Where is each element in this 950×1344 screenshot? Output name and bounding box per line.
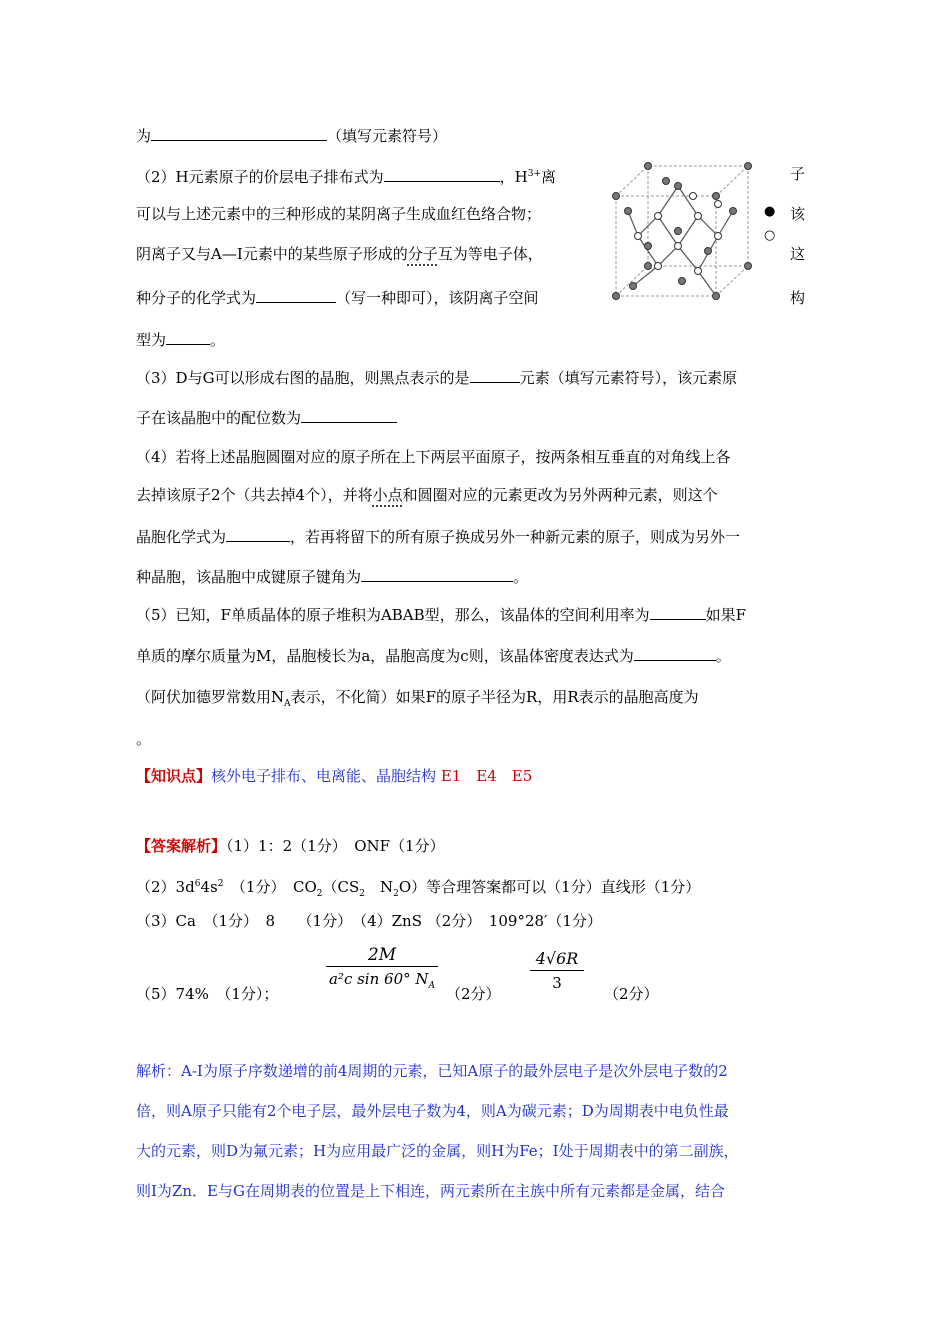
subscript: 2: [393, 889, 399, 899]
text: 种晶胞，该晶胞中成键原子键角为: [136, 568, 362, 586]
analysis-line: 解析：A-I为原子序数递增的前4周期的元素，已知A原子的最外层电子是次外层电子数的2: [136, 1062, 728, 1080]
superscript: 3+: [527, 169, 542, 179]
answer-line-1: [136, 835, 445, 857]
question-3-line-2: [136, 407, 397, 429]
right-edge-char: 构: [790, 289, 806, 307]
text: 离: [541, 168, 557, 186]
question-2-line-4: [136, 287, 539, 309]
answer-blank: [301, 407, 397, 423]
question-5-line-1: [136, 604, 746, 626]
text: （1分） CO: [223, 878, 317, 896]
right-edge-char: 子: [790, 165, 806, 183]
text: 型为: [136, 331, 167, 349]
text: （3）D与G可以形成右图的晶胞，则黑点表示的是: [136, 369, 470, 387]
text: （4）若将上述晶胞圆圈对应的原子所在上下两层平面原子，按两条相互垂直的对角线上各: [136, 448, 731, 466]
question-2-line-5: [136, 329, 225, 351]
text: （2）H元素原子的价层电子排布式为: [136, 168, 384, 186]
answer-blank: [634, 645, 716, 661]
answer-blank: [384, 166, 500, 182]
formula-numerator: 2M: [367, 945, 397, 965]
answer-line-3: （3）Ca （1分） 8 （1分） （4）ZnS （2分） 109°28′（1分）: [136, 912, 602, 930]
superscript: 6: [194, 879, 201, 889]
answer-blank: [151, 125, 327, 141]
text: O）等合理答案都可以（1分）直线形（1分）: [398, 878, 701, 896]
text: 4s: [200, 878, 218, 896]
knowledge-point: [136, 765, 532, 787]
answer-line-5: （5）74% （1分）；: [136, 985, 279, 1003]
text: （2）3d: [136, 878, 195, 896]
text: 单质的摩尔质量为M，晶胞棱长为a，晶胞高度为c则，该晶体密度表达式为: [136, 647, 634, 665]
text: 晶胞化学式为: [136, 528, 227, 546]
answer-label: 【答案解析】: [136, 837, 227, 855]
analysis-line: 倍，则A原子只能有2个电子层，最外层电子数为4，则A为碳元素；D为周期表中电负性最: [136, 1102, 729, 1120]
question-4-line-2: [136, 484, 718, 506]
answer-blank: [166, 329, 210, 345]
emphasis-text: 分子: [407, 245, 438, 263]
analysis-line: 则Ⅰ为Zn．E与G在周期表的位置是上下相连，两元素所在主族中所有元素都是金属，结合: [136, 1182, 725, 1200]
line-1: [136, 125, 447, 147]
text: 去掉该原子2个（共去掉4个），并将: [136, 486, 373, 504]
text: 子在该晶胞中的配位数为: [136, 409, 302, 427]
answer-blank: [226, 526, 290, 542]
knowledge-text: 核外电子排布、电离能、晶胞结构: [211, 767, 437, 785]
score: （2分）: [604, 985, 659, 1003]
superscript: 2: [217, 879, 224, 889]
subscript: 2: [359, 889, 365, 899]
right-edge-char: 该: [790, 205, 806, 223]
knowledge-codes: E1 E4 E5: [440, 767, 533, 785]
text: （阿伏加德罗常数用N: [136, 688, 285, 706]
question-5-line-3: [136, 686, 699, 715]
answer-blank: [361, 566, 513, 582]
right-edge-char: 这: [790, 245, 806, 263]
knowledge-label: 【知识点】: [136, 767, 212, 785]
text: 。: [715, 647, 731, 665]
text: 和圆圈对应的元素更改为另外两种元素，则这个: [402, 486, 718, 504]
question-4-line-1: [136, 446, 731, 468]
text: （填写元素符号）: [327, 127, 448, 145]
text: ，H: [499, 168, 528, 186]
score: （2分）: [446, 985, 501, 1003]
question-5-line-2: [136, 645, 731, 667]
question-2-line-2: [136, 203, 541, 225]
text: 。: [210, 331, 226, 349]
formula-numerator: 4√6R: [535, 949, 579, 968]
question-4-line-3: [136, 526, 740, 548]
text: 互为等电子体，: [437, 245, 543, 263]
formula-denominator: 3: [530, 970, 584, 995]
density-formula: [326, 944, 438, 998]
subscript: 2: [316, 889, 323, 899]
question-2-line-3: [136, 243, 543, 265]
crystal-cell-diagram: [608, 156, 758, 306]
text: （写一种即可），该阴离子空间: [336, 289, 539, 307]
text: 为: [136, 127, 152, 145]
answer-blank: [256, 287, 336, 303]
height-formula: [530, 948, 584, 995]
subscript: A: [284, 699, 291, 709]
analysis-line: 大的元素，则D为氟元素；H为应用最广泛的金属，则H为Fe；Ⅰ处于周期表中的第二副族，: [136, 1142, 739, 1160]
legend-open-circle: ○: [764, 228, 776, 243]
question-4-line-4: [136, 566, 528, 588]
answer-line-2: [136, 873, 700, 905]
answer-blank: [650, 604, 706, 620]
text: 。: [513, 568, 529, 586]
question-2-line-1: [136, 163, 556, 188]
text: （5）已知，F单质晶体的原子堆积为ABAB型，那么，该晶体的空间利用率为: [136, 606, 650, 624]
question-5-line-4: 。: [136, 730, 152, 748]
legend-filled-dot: ●: [764, 204, 776, 219]
text: （1）1：2（1分） ONF（1分）: [226, 837, 445, 855]
answer-blank: [470, 367, 520, 383]
question-3-line-1: [136, 367, 737, 389]
text: 表示，不化简）如果F的原子半径为R，用R表示的晶胞高度为: [290, 688, 699, 706]
text: N: [364, 878, 394, 896]
text: 种分子的化学式为: [136, 289, 257, 307]
emphasis-text: 小点: [372, 486, 403, 504]
formula-denominator: a²c sin 60° N: [328, 970, 429, 988]
text: 元素（填写元素符号），该元素原: [519, 369, 738, 387]
text: 阴离子又与A—Ⅰ元素中的某些原子形成的: [136, 245, 408, 263]
text: 可以与上述元素中的三种形成的某阴离子生成血红色络合物；: [136, 205, 542, 223]
text: ，若再将留下的所有原子换成另外一种新元素的原子，则成为另外一: [290, 528, 741, 546]
subscript: A: [428, 981, 436, 991]
text: （CS: [322, 878, 360, 896]
text: 如果F: [705, 606, 747, 624]
